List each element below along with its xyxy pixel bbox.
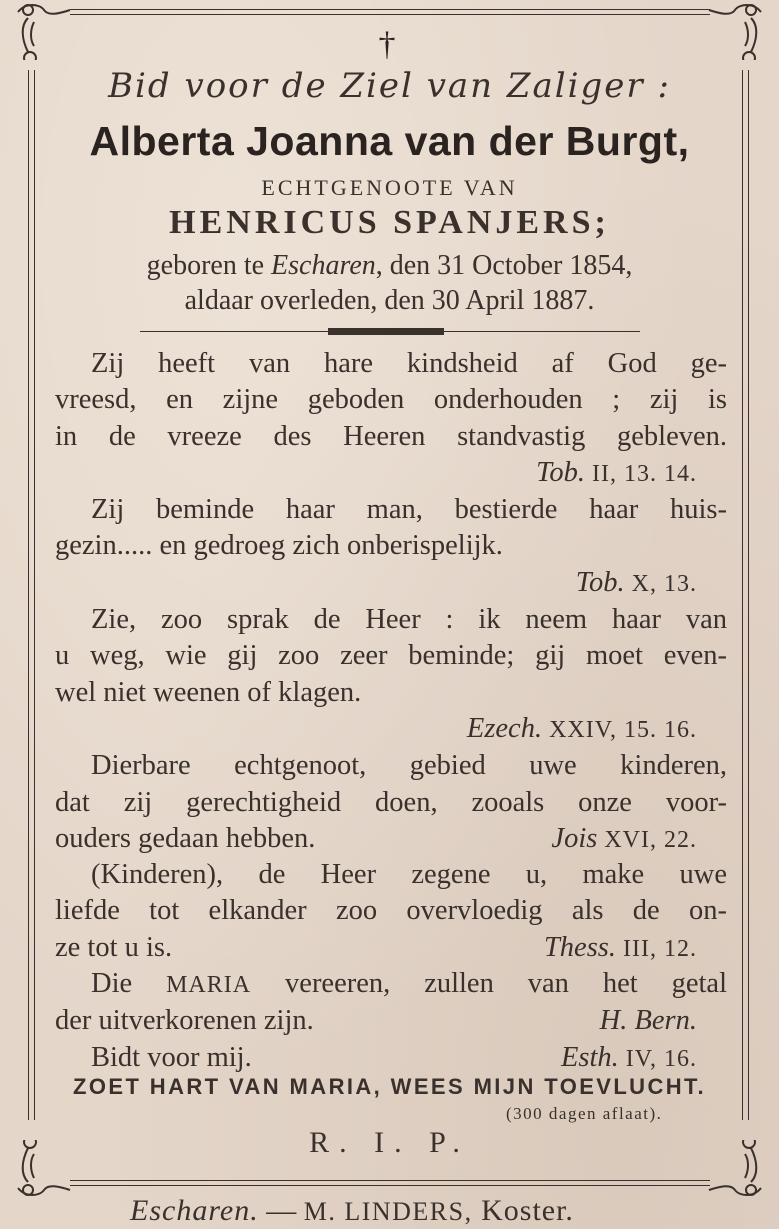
divider-bar xyxy=(328,328,444,335)
verse-reference: Ezech. XXIV, 15. 16. xyxy=(466,712,697,744)
printer-footer: Escharen. — M. LINDERS, Koster. xyxy=(130,1194,574,1227)
corner-ornament-top-right-icon xyxy=(705,0,765,60)
verses xyxy=(55,346,727,1076)
indulgence-note: (300 dagen aflaat). xyxy=(506,1104,663,1123)
cross-icon: † xyxy=(378,26,396,63)
verse-3: Zie, zoo sprak de Heer : ik neem haar van u weg, wie gij zoo zeer beminde; gij moet even- wel niet weenen of klagen. Ezech. XXIV, 15. 16. xyxy=(55,602,727,748)
spouse-label: ECHTGENOOTE VAN xyxy=(261,175,518,200)
verse-7: Bidt voor mij. Esth. IV, 16. xyxy=(91,1041,697,1073)
verse-1: Zij heeft van hare kindsheid af God ge- vreesd, en zijne geboden onderhouden ; zij is in de vreeze des Heeren standvastig gebleven. Tob. II, 13. 14. xyxy=(55,346,727,492)
birth-line: geboren te Escharen, den 31 October 1854, xyxy=(146,250,633,281)
verse-5: (Kinderen), de Heer zegene u, make uwe liefde tot elkander zoo overvloedig als de on- ze tot u is. Thess. III, 12. xyxy=(55,859,727,963)
rip-line: R. I. P. xyxy=(309,1126,470,1159)
verse-6: Die MARIA vereeren, zullen van het getal der uitverkorenen zijn. H. Bern. xyxy=(55,968,727,1037)
invocation: Bid voor de Ziel van Zaliger : xyxy=(108,66,671,106)
footer-place: Escharen. xyxy=(130,1194,259,1227)
verse-reference: Tob. X, 13. xyxy=(575,566,697,598)
footer-printer: M. LINDERS, xyxy=(303,1197,473,1226)
deceased-name: Alberta Joanna van der Burgt, xyxy=(89,118,690,164)
corner-ornament-top-left-icon xyxy=(14,0,74,60)
prayer-line: ZOET HART VAN MARIA, WEES MIJN TOEVLUCHT. xyxy=(73,1074,706,1099)
birth-place: Escharen xyxy=(271,250,376,281)
spouse-name: HENRICUS SPANJERS; xyxy=(169,204,610,241)
verse-reference: Tob. II, 13. 14. xyxy=(536,456,697,488)
verse-4: Dierbare echtgenoot, gebied uwe kinderen, dat zij gerechtigheid doen, zooals onze voor- ouders gedaan hebben. Jois XVI, 22. xyxy=(55,750,727,854)
death-line: aldaar overleden, den 30 April 1887. xyxy=(184,285,595,316)
verse-2: Zij beminde haar man, bestierde haar huis- gezin..... en gedroeg zich onberispelijk. Tob. X, 13. xyxy=(55,492,727,602)
